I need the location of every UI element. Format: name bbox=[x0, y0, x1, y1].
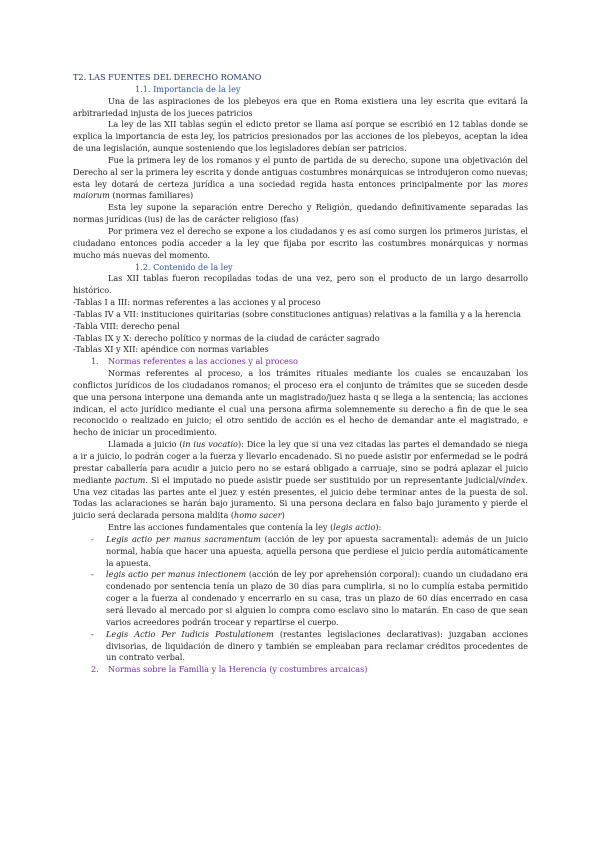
bullet-dash: - bbox=[91, 533, 94, 544]
bullet-item: - Legis actio per manus sacramentum (acción de ley por apuesta sacramental): además de un juicio normal, había que hacer una apuesta, aquella persona que perdiese el juicio perdía automáticamente la apuesta. bbox=[91, 533, 528, 568]
numbered-heading: 1. Normas referentes a las acciones y al proceso bbox=[91, 356, 298, 367]
bullet-dash: - bbox=[91, 569, 94, 580]
bullet-dash: - bbox=[91, 628, 94, 639]
paragraph: Fue la primera ley de los romanos y el punto de partida de su derecho, supone una objetivación del Derecho al ser la primera ley escrita y donde antiguas costumbres monárquicas se introdujeron como nuevas; esta ley dotará de certeza jurídica a una sociedad regida hasta entonces principalmente por las mores maiorum (normas familiares) bbox=[73, 154, 528, 201]
section-heading: 1.2. Contenido de la ley bbox=[135, 261, 233, 272]
paragraph: Por primera vez el derecho se expone a los ciudadanos y es así como surgen los primeros juristas, el ciudadano entonces podía acceder a la ley que fijaba por escrito las costumbres monárquicas y normas mucho más nuevas del momento. bbox=[73, 225, 528, 260]
list-item: -Tablas IX y X: derecho político y normas de la ciudad de carácter sagrado bbox=[73, 332, 380, 343]
numbered-heading: 2. Normas sobre la Familia y la Herencia (y costumbres arcaicas) bbox=[91, 664, 368, 675]
paragraph: Llamada a juicio (in ius vocatio): Dice la ley que si una vez citadas las partes el demandado se niega a ir a juicio, lo podrán coger a la fuerza y llevarlo encadenado. Si no puede asistir por enfermedad se le podrá prestar caballería para acudir a juicio pero no se estará obligado a carruaje, sino se podrá aplazar el juicio mediante pactum. Si el imputado no puede asistir puede ser sustituido por un representante judicial/vindex. Una vez citadas las partes ante el juez y estén presentes, el juicio debe terminar antes de la puesta de sol. Todas las aclaraciones se harán bajo juramento. Si una persona declara en falso bajo juramento y pierde el juicio será declarada persona maldita (homo sacer) bbox=[73, 439, 528, 521]
list-item: -Tablas I a III: normas referentes a las acciones y al proceso bbox=[73, 297, 321, 308]
section-heading: 1.1. Importancia de la ley bbox=[135, 83, 241, 94]
paragraph: Una de las aspiraciones de los plebeyos era que en Roma existiera una ley escrita que evitará la arbitrariedad injusta de los jueces patricios bbox=[73, 95, 528, 118]
paragraph: Esta ley supone la separación entre Derecho y Religión, quedando definitivamente separadas las normas jurídicas (ius) de las de carácter religioso (fas) bbox=[73, 202, 528, 225]
paragraph: Las XII tablas fueron recopiladas todas de una vez, pero son el producto de un largo desarrollo histórico. bbox=[73, 273, 528, 296]
list-item: -Tabla VIII: derecho penal bbox=[73, 320, 180, 331]
bullet-item: - legis actio per manus iniectionem (acción de ley por aprehensión corporal): cuando un ciudadano era condenado por sentencia tenía un plazo de 30 días para cumplirla, si no lo cumplía estaba permitido coger a la fuerza al condenado y encerrarlo en su casa, tras un plazo de 60 días encerrado en casa será llevado al mercado por si alguien lo compra como esclavo sino lo matarán. En caso de que sean varios acreedores podrán trocear y repartirse el cuerpo. bbox=[91, 569, 528, 627]
paragraph: Entre las acciones fundamentales que contenía la ley (legis actio): bbox=[108, 522, 382, 533]
paragraph: Normas referentes al proceso, a los trámites rituales mediante los cuales se encauzaban los conflictos jurídicos de los ciudadanos romanos; el proceso era el conjunto de trámites que se suceden desde que una persona interpone una demanda ante un magistrado/juez hasta q se llega a la sentencia; las acciones indican, el acto jurídico mediante el cual una persona afirma solemnemente su derecho a fin de que le sea reconocido o realizado en juicio; el otro sentido de acción es el hecho de demandar ante el magistrado, e hecho de iniciar un procedimiento. bbox=[73, 368, 528, 438]
list-item: -Tablas XI y XII: apéndice con normas variables bbox=[73, 344, 269, 355]
list-item: -Tablas IV a VII: instituciones quiritarias (sobre constituciones antiguas) relativas a la familia y a la herencia bbox=[73, 308, 521, 319]
document-page bbox=[73, 72, 528, 676]
document-title: T2. LAS FUENTES DEL DERECHO ROMANO bbox=[73, 72, 262, 82]
bullet-item: - Legis Actio Per Iudicis Postulationem (restantes legislaciones declarativas): juzgaban acciones divisorias, de liquidación de dinero y también se empleaban para reclamar créditos procedentes de un contrato verbal. bbox=[91, 628, 529, 663]
paragraph: La ley de las XII tablas según el edicto pretor se llama así porque se escribió en 12 tablas donde se explica la importancia de esta ley, los patricios presionados por las acciones de los plebeyos, aceptan la idea de una legislación, aunque sosteniendo que los legisladores debían ser patricios. bbox=[73, 119, 528, 154]
